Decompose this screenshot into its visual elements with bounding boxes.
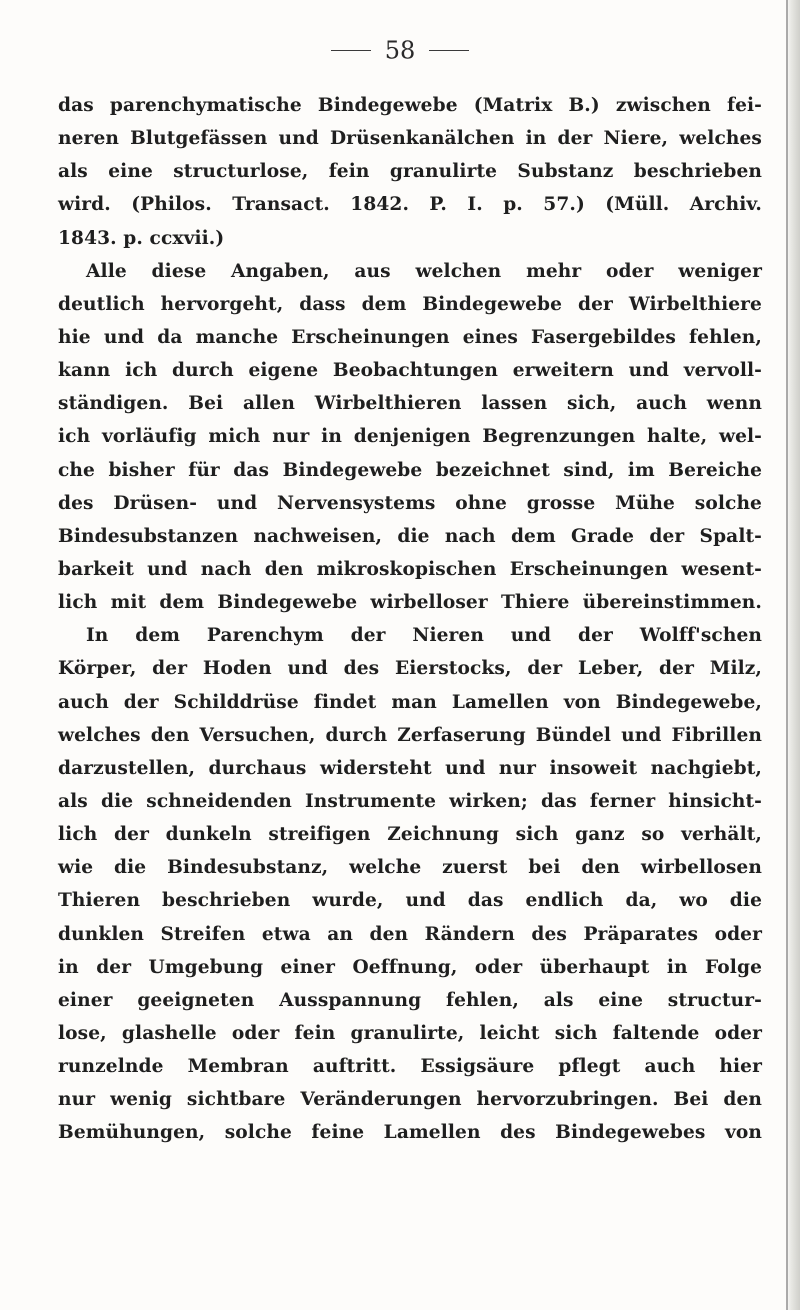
text-line: nur wenig sichtbare Veränderungen hervorzubringen. Bei den <box>58 1089 762 1111</box>
text-line: hie und da manche Erscheinungen eines Fasergebildes fehlen, <box>58 326 762 348</box>
text-line: Thieren beschrieben wurde, und das endlich da, wo die <box>58 890 762 912</box>
text-line: In dem Parenchym der Nieren und der Wolff'schen <box>86 625 762 647</box>
text-line: che bisher für das Bindegewebe bezeichnet sind, im Bereiche <box>58 459 762 481</box>
text-line: barkeit und nach den mikroskopischen Erscheinungen wesent- <box>58 558 762 580</box>
text-line: dunklen Streifen etwa an den Rändern des Präparates oder <box>58 923 762 945</box>
text-line: lich der dunkeln streifigen Zeichnung sich ganz so verhält, <box>58 824 762 846</box>
text-line: Körper, der Hoden und des Eierstocks, der Leber, der Milz, <box>58 658 762 680</box>
text-line: des Drüsen- und Nervensystems ohne grosse Mühe solche <box>58 492 762 514</box>
page-edge-shadow <box>786 0 800 1310</box>
text-line: auch der Schilddrüse findet man Lamellen von Bindegewebe, <box>58 691 762 713</box>
text-line: das parenchymatische Bindegewebe (Matrix B.) zwischen fei- <box>58 95 762 116</box>
text-line: darzustellen, durchaus widersteht und nur insoweit nachgiebt, <box>58 757 762 779</box>
page-number: 58 <box>384 36 416 65</box>
header-dash-left <box>331 50 371 51</box>
page-header <box>0 36 800 64</box>
text-line: runzelnde Membran auftritt. Essigsäure pflegt auch hier <box>58 1056 762 1078</box>
text-line: einer geeigneten Ausspannung fehlen, als eine structur- <box>58 989 762 1011</box>
text-line: wie die Bindesubstanz, welche zuerst bei den wirbellosen <box>58 857 762 879</box>
text-line: Bindesubstanzen nachweisen, die nach dem Grade der Spalt- <box>58 525 762 547</box>
header-dash-right <box>429 50 469 51</box>
text-line: Alle diese Angaben, aus welchen mehr oder weniger <box>86 260 762 282</box>
text-line: welches den Versuchen, durch Zerfaserung Bündel und Fibrillen <box>58 724 762 746</box>
text-line: 1843. p. ccxvii.) <box>58 227 225 249</box>
text-line: Bemühungen, solche feine Lamellen des Bindegewebes von <box>58 1122 762 1144</box>
text-line: als eine structurlose, fein granulirte Substanz beschrieben <box>58 161 762 183</box>
text-line: neren Blutgefässen und Drüsenkanälchen in der Niere, welches <box>58 128 762 150</box>
text-line: ständigen. Bei allen Wirbelthieren lassen sich, auch wenn <box>58 393 762 415</box>
text-line: lich mit dem Bindegewebe wirbelloser Thiere übereinstimmen. <box>58 592 762 614</box>
text-line: kann ich durch eigene Beobachtungen erweitern und vervoll- <box>58 360 762 382</box>
text-line: lose, glashelle oder fein granulirte, leicht sich faltende oder <box>58 1022 762 1044</box>
text-line: in der Umgebung einer Oeffnung, oder überhaupt in Folge <box>58 956 762 978</box>
page-edge-line <box>786 0 788 1310</box>
text-line: als die schneidenden Instrumente wirken; das ferner hinsicht- <box>58 790 762 812</box>
text-line: ich vorläufig mich nur in denjenigen Begrenzungen halte, wel- <box>58 426 762 448</box>
text-line: wird. (Philos. Transact. 1842. P. I. p. 57.) (Müll. Archiv. <box>58 194 762 216</box>
body-text <box>58 89 762 1150</box>
text-line: deutlich hervorgeht, dass dem Bindegewebe der Wirbelthiere <box>58 293 762 315</box>
